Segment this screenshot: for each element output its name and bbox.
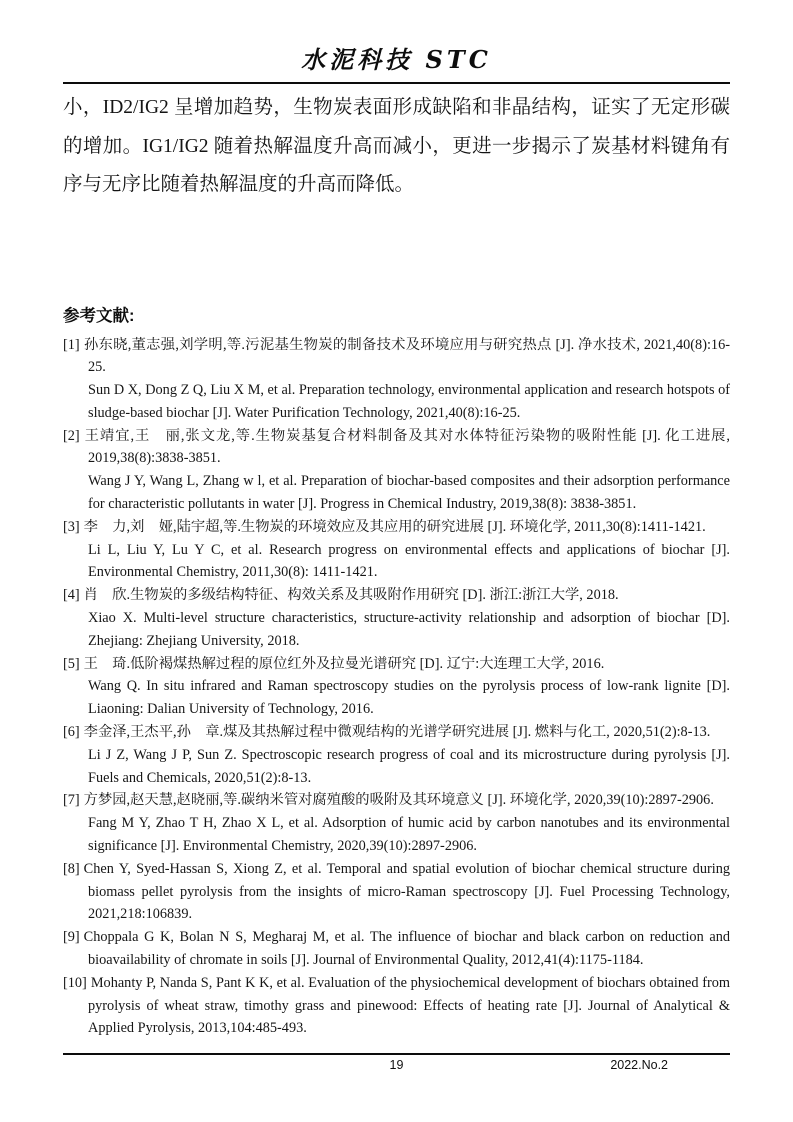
- reference-label: [8]: [63, 860, 80, 877]
- reference-en-text: Xiao X. Multi-level structure characteristics, structure-activity relationship and adsorption of biochar [D]. Zhejiang: Zhejiang University, 2018.: [88, 610, 730, 649]
- reference-list: [63, 334, 730, 1041]
- reference-item: [63, 858, 730, 926]
- reference-zh-line: [63, 584, 730, 607]
- reference-en-text: Chen Y, Syed-Hassan S, Xiong Z, et al. Temporal and spatial evolution of biochar chemical structure during biomass pellet pyrolysis from the insights of micro-Raman spectroscopy [J]. Fuel Processing Technology, 2021,218:106839.: [83, 860, 730, 923]
- reference-item: [63, 789, 730, 857]
- footer-rule: [63, 1053, 730, 1055]
- reference-en-text: Li L, Liu Y, Lu Y C, et al. Research progress on environmental effects and applications of biochar [J]. Environmental Chemistry, 2011,30(8): 1411-1421.: [88, 541, 730, 581]
- reference-label: [1]: [63, 336, 80, 353]
- reference-zh-text: 李金泽,王杰平,孙 章.煤及其热解过程中微观结构的光谱学研究进展 [J]. 燃料与化工, 2020,51(2):8-13.: [83, 724, 711, 741]
- reference-label: [5]: [63, 655, 80, 672]
- page-footer: [63, 1053, 730, 1075]
- reference-en-text: Li J Z, Wang J P, Sun Z. Spectroscopic research progress of coal and its microstructure during pyrolysis [J]. Fuels and Chemicals, 2020,51(2):8-13.: [88, 746, 730, 786]
- reference-en-line: [63, 926, 730, 972]
- reference-item: [63, 926, 730, 972]
- reference-en-line: [63, 972, 730, 1040]
- reference-zh-text: 孙东晓,董志强,刘学明,等.污泥基生物炭的制备技术及环境应用与研究热点 [J]. 净水技术, 2021,40(8):16-25.: [83, 336, 730, 376]
- reference-item: [63, 425, 730, 516]
- reference-zh-text: 肖 欣.生物炭的多级结构特征、构效关系及其吸附作用研究 [D]. 浙江:浙江大学, 2018.: [83, 587, 619, 604]
- reference-zh-line: [63, 721, 730, 744]
- reference-en-text: Choppala G K, Bolan N S, Megharaj M, et al. The influence of biochar and black carbon on reduction and bioavailability of chromate in soils [J]. Journal of Environmental Quality, 2012,41(4):1175-1184.: [83, 929, 730, 969]
- reference-en-text: Fang M Y, Zhao T H, Zhao X L, et al. Adsorption of humic acid by carbon nanotubes and its environmental significance [J]. Environmental Chemistry, 2020,39(10):2897-2906.: [88, 815, 730, 855]
- reference-item: [63, 972, 730, 1040]
- reference-label: [9]: [63, 929, 80, 946]
- reference-en-text: Wang J Y, Wang L, Zhang w l, et al. Preparation of biochar-based composites and their adsorption performance for characteristic pollutants in water [J]. Progress in Chemical Industry, 2019,38(8): 3838-3851.: [88, 473, 730, 513]
- reference-label: [2]: [63, 427, 80, 444]
- reference-en-line: [63, 858, 730, 926]
- page-content: [0, 44, 793, 1040]
- issue-label: 2022.No.2: [610, 1058, 668, 1072]
- reference-en-text: Mohanty P, Nanda S, Pant K K, et al. Evaluation of the physiochemical development of biochars obtained from pyrolysis of wheat straw, timothy grass and pinewood: Effects of heating rate [J]. Journal of Analytical & Applied Pyrolysis, 2013,104:485-493.: [88, 974, 730, 1037]
- reference-zh-line: [63, 425, 730, 471]
- reference-zh-text: 李 力,刘 娅,陆宇超,等.生物炭的环境效应及其应用的研究进展 [J]. 环境化学, 2011,30(8):1411-1421.: [83, 518, 706, 535]
- reference-item: [63, 653, 730, 721]
- header-rule: [63, 82, 730, 84]
- reference-zh-line: [63, 516, 730, 539]
- reference-zh-text: 方梦园,赵天慧,赵晓丽,等.碳纳米管对腐殖酸的吸附及其环境意义 [J]. 环境化学, 2020,39(10):2897-2906.: [83, 792, 714, 809]
- reference-label: [7]: [63, 792, 80, 809]
- reference-label: [4]: [63, 587, 80, 604]
- reference-zh-text: 王 琦.低阶褐煤热解过程的原位红外及拉曼光谱研究 [D]. 辽宁:大连理工大学, 2016.: [83, 655, 605, 672]
- reference-item: [63, 334, 730, 425]
- reference-item: [63, 584, 730, 652]
- journal-title: 水泥科技 STC: [301, 45, 492, 74]
- reference-item: [63, 516, 730, 584]
- footer-row: [63, 1057, 730, 1075]
- reference-item: [63, 721, 730, 789]
- reference-en-text: Sun D X, Dong Z Q, Liu X M, et al. Preparation technology, environmental application and research hotspots of sludge-based biochar [J]. Water Purification Technology, 2021,40(8):16-25.: [88, 382, 730, 421]
- page-number: 19: [389, 1058, 404, 1072]
- reference-label: [10]: [63, 974, 87, 991]
- references-heading: 参考文献:: [63, 306, 135, 325]
- reference-zh-text: 王靖宜,王 丽,张文龙,等.生物炭基复合材料制备及其对水体特征污染物的吸附性能 [J]. 化工进展, 2019,38(8):3838-3851.: [83, 427, 730, 467]
- reference-label: [6]: [63, 724, 80, 741]
- reference-en-text: Wang Q. In situ infrared and Raman spectroscopy studies on the pyrolysis process of low-rank lignite [D]. Liaoning: Dalian University of Technology, 2016.: [88, 678, 730, 718]
- reference-zh-line: [63, 789, 730, 812]
- reference-zh-line: [63, 334, 730, 380]
- reference-label: [3]: [63, 518, 80, 535]
- body-paragraph: 小，ID2/IG2 呈增加趋势，生物炭表面形成缺陷和非晶结构，证实了无定形碳的增加。IG1/IG2 随着热解温度升高而减小，更进一步揭示了炭基材料键角有序与无序比随着热解温度的升高而降低。: [63, 97, 730, 195]
- reference-zh-line: [63, 653, 730, 676]
